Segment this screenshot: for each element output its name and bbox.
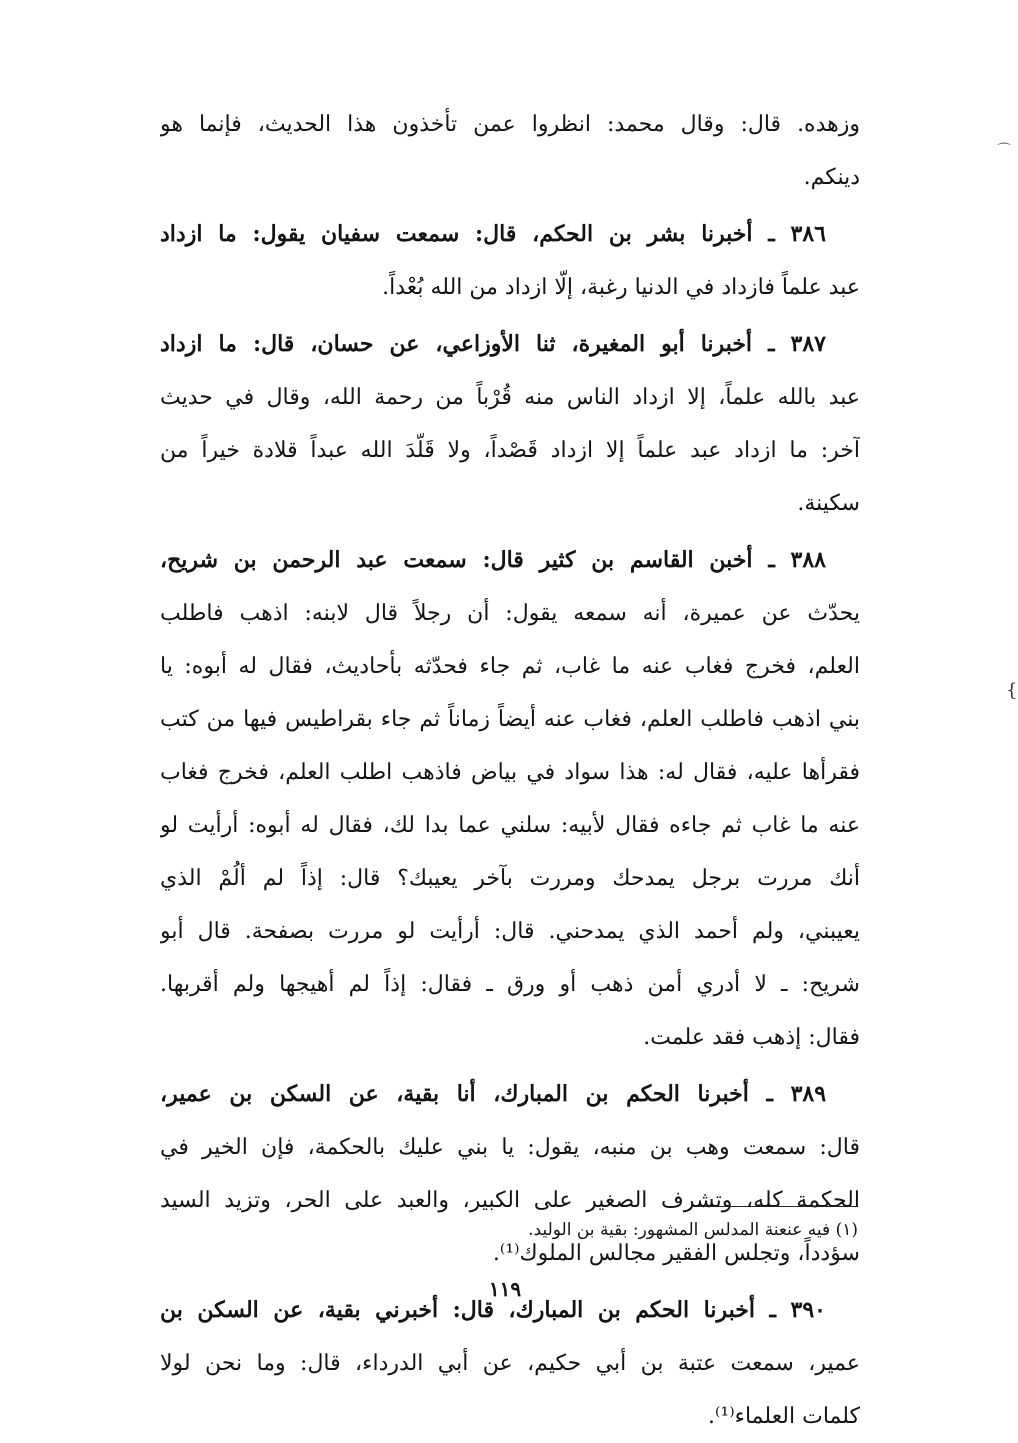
text-line: عنه ما غاب ثم جاءه فقال لأبيه: سلني عما بدا لك، فقال له أبوه: أرأيت لو	[160, 813, 860, 838]
text-line: عبد علماً فازداد في الدنيا رغبة، إلّا ازداد من الله بُعْداً.	[382, 275, 860, 300]
text-line: ٣٩٠ ـ أخبرنا الحكم بن المبارك، قال: أخبرني بقية، عن السكن بن	[160, 1297, 826, 1323]
text-line: أنك مررت برجل يمدحك ومررت بآخر يعيبك؟ قال: إذاً لم ألُمْ الذي	[160, 866, 860, 891]
margin-bracket-icon: {	[1006, 680, 1018, 701]
text-line: الحكمة كله، وتشرف الصغير على الكبير، والعبد على الحر، وتزيد السيد	[160, 1188, 860, 1213]
text-line: عمير، سمعت عتبة بن أبي حكيم، عن أبي الدرداء، قال: وما نحن لولا	[160, 1351, 860, 1376]
text-line: بني اذهب فاطلب العلم، فغاب عنه أيضاً زماناً ثم جاء بقراطيس فيها من كتب	[160, 707, 860, 732]
page-number: ١١٩	[488, 1277, 522, 1301]
text-line: سؤدداً، وتجلس الفقير مجالس الملوك⁽¹⁾.	[492, 1241, 860, 1266]
text-line: يحدّث عن عميرة، أنه سمعه يقول: أن رجلاً قال لابنه: اذهب فاطلب	[160, 601, 860, 626]
text-line: سكينة.	[797, 491, 860, 516]
text-line: كلمات العلماء⁽¹⁾.	[708, 1404, 860, 1429]
margin-mark-icon: ⌒	[997, 143, 1011, 159]
footnote-divider	[696, 1206, 856, 1207]
text-line: فقال: إذهب فقد علمت.	[643, 1025, 860, 1050]
text-line: دينكم.	[803, 165, 860, 190]
text-line: شريح: ـ لا أدري أمن ذهب أو ورق ـ فقال: إذاً لم أهيجها ولم أقربها.	[160, 972, 860, 997]
text-line: قال: سمعت وهب بن منبه، يقول: يا بني عليك بالحكمة، فإن الخير في	[160, 1135, 860, 1160]
text-line: ٣٨٩ ـ أخبرنا الحكم بن المبارك، أنا بقية، عن السكن بن عمير،	[160, 1081, 827, 1107]
text-line: ٣٨٨ ـ أخبن القاسم بن كثير قال: سمعت عبد الرحمن بن شريح،	[160, 547, 826, 573]
text-line: وزهده. قال: وقال محمد: انظروا عمن تأخذون هذا الحديث، فإنما هو	[160, 112, 860, 137]
text-line: فقرأها عليه، فقال له: هذا سواد في بياض فاذهب اطلب العلم، فخرج فغاب	[160, 760, 860, 785]
text-line: يعيبني، ولم أحمد الذي يمدحني. قال: أرأيت لو مررت بصفحة. قال أبو	[160, 919, 860, 944]
footnote: (١) فيه عنعنة المدلس المشهور: بقية بن الوليد.	[528, 1220, 858, 1240]
text-line: عبد بالله علماً، إلا ازداد الناس منه قُرْباً من رحمة الله، وقال في حديث	[160, 385, 860, 410]
text-line: العلم، فخرج فغاب عنه ما غاب، ثم جاء فحدّثه بأحاديث، فقال له أبوه: يا	[160, 654, 860, 679]
text-line: آخر: ما ازداد عبد علماً إلا ازداد قَصْداً، ولا قَلّدَ الله عبداً قلادة خيراً من	[160, 438, 860, 463]
text-line: ٣٨٦ ـ أخبرنا بشر بن الحكم، قال: سمعت سفيان يقول: ما ازداد	[160, 221, 826, 247]
text-line: ٣٨٧ ـ أخبرنا أبو المغيرة، ثنا الأوزاعي، عن حسان، قال: ما ازداد	[160, 331, 826, 357]
